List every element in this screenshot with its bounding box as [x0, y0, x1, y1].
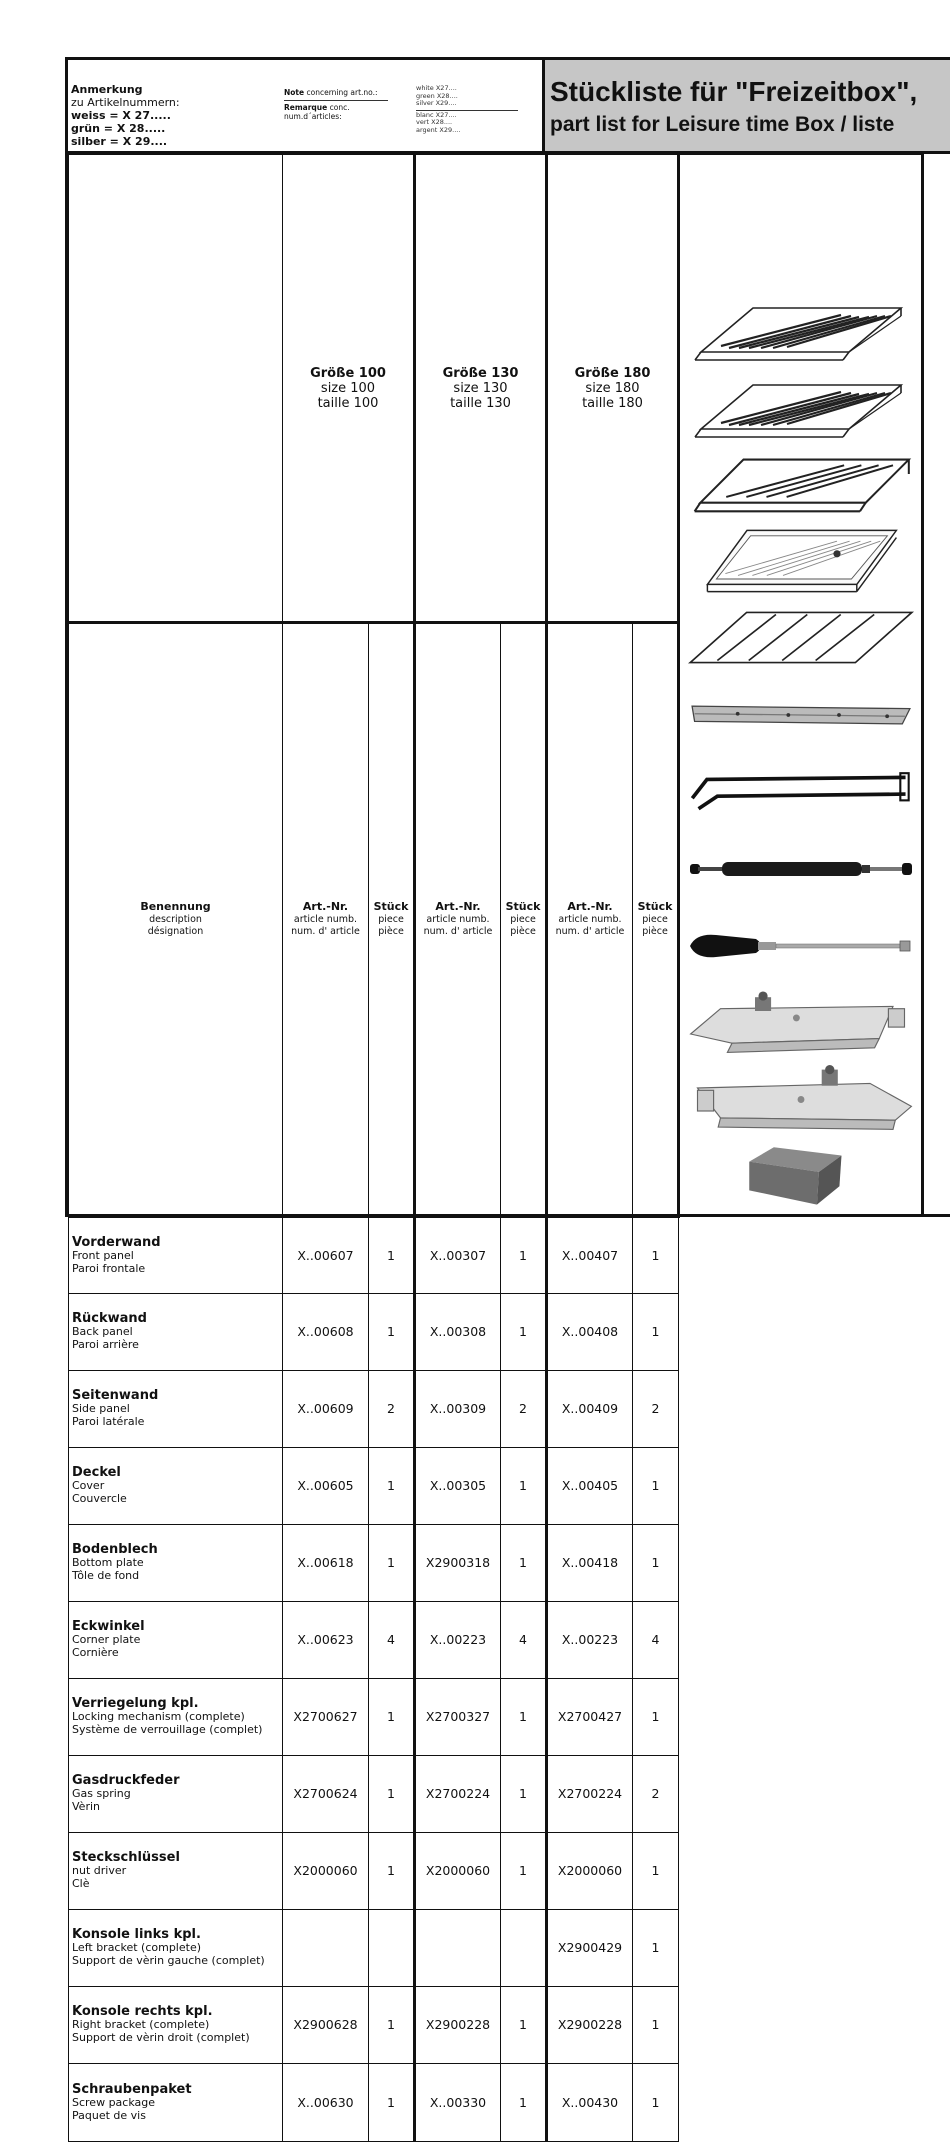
article-100: X..00618 — [283, 1524, 369, 1601]
size-130-en: size 130 — [453, 381, 507, 396]
part-name-fr: Cornière — [72, 1646, 282, 1659]
qty-100: 1 — [369, 1678, 415, 1755]
size-100-en: size 100 — [321, 381, 375, 396]
note-line-white: weiss = X 27..... — [71, 109, 171, 122]
part-name-cell — [69, 1601, 283, 1678]
qty-180: 1 — [633, 1678, 679, 1755]
part-name-en: Screw package — [72, 2096, 282, 2109]
blank-header-cell — [69, 155, 283, 623]
note-title: Anmerkung — [71, 83, 143, 96]
qty-100: 2 — [369, 1370, 415, 1447]
article-130: X..00308 — [415, 1293, 501, 1370]
part-name-de: Deckel — [72, 1466, 282, 1479]
qty-130: 1 — [501, 1447, 547, 1524]
part-name-fr: Clè — [72, 1877, 282, 1890]
part-name-en: Cover — [72, 1479, 282, 1492]
table-row — [69, 1447, 950, 1524]
note-fr-bold: Remarque — [284, 103, 327, 112]
qty-180: 1 — [633, 2063, 679, 2141]
gas-spring-icon — [686, 854, 916, 884]
part-name-cell — [69, 1293, 283, 1370]
qty-130: 1 — [501, 1524, 547, 1601]
qty-130-header: Stück piece pièce — [501, 623, 547, 1216]
part-name-en: Locking mechanism (complete) — [72, 1710, 282, 1723]
notes-panel — [68, 60, 545, 151]
qty-100: 1 — [369, 1293, 415, 1370]
table-row — [69, 1370, 950, 1447]
part-name-de: Bodenblech — [72, 1543, 282, 1556]
part-name-fr: Couvercle — [72, 1492, 282, 1505]
name-col-de: Benennung — [140, 900, 210, 913]
article-130: X2900228 — [415, 1986, 501, 2063]
article-180: X2900228 — [547, 1986, 633, 2063]
qty-130: 1 — [501, 1216, 547, 1293]
qty-180: 1 — [633, 1216, 679, 1293]
part-name-cell — [69, 1447, 283, 1524]
article-180: X2700224 — [547, 1755, 633, 1832]
color-codes — [416, 85, 518, 135]
article-130: X2700224 — [415, 1755, 501, 1832]
part-name-cell — [69, 2063, 283, 2141]
part-name-cell — [69, 1755, 283, 1832]
size-100-header — [283, 155, 415, 623]
right-bracket-icon — [686, 1065, 916, 1134]
part-name-fr: Paroi arrière — [72, 1338, 282, 1351]
size-180-en: size 180 — [585, 381, 639, 396]
parts-sheet — [65, 57, 950, 1217]
part-name-en: Right bracket (complete) — [72, 2018, 282, 2031]
art-130-header: Art.-Nr. article numb. num. d' article — [415, 623, 501, 1216]
qty-100: 1 — [369, 1832, 415, 1909]
qty-100: 1 — [369, 1447, 415, 1524]
part-name-cell — [69, 1370, 283, 1447]
qty-180: 1 — [633, 1524, 679, 1601]
qty-130 — [501, 1909, 547, 1986]
color-fr-green: vert X28.... — [416, 119, 518, 127]
article-130: X..00223 — [415, 1601, 501, 1678]
part-name-fr: Paquet de vis — [72, 2109, 282, 2122]
article-100: X2700627 — [283, 1678, 369, 1755]
table-row — [69, 1216, 950, 1293]
article-100: X2700624 — [283, 1755, 369, 1832]
qty-180: 1 — [633, 1832, 679, 1909]
panel-icon — [691, 294, 911, 366]
article-130 — [415, 1909, 501, 1986]
image-column — [679, 155, 923, 1217]
part-name-cell — [69, 1524, 283, 1601]
qty-100: 1 — [369, 1755, 415, 1832]
part-name-fr: Paroi latérale — [72, 1415, 282, 1428]
table-row — [69, 1909, 950, 1986]
corner-plate-icon — [686, 696, 916, 734]
panel-icon — [691, 371, 911, 443]
article-100: X..00608 — [283, 1293, 369, 1370]
table-row — [69, 1524, 950, 1601]
size-130-fr: taille 130 — [450, 396, 511, 411]
color-en-green: green X28.... — [416, 93, 518, 101]
part-name-en: Side panel — [72, 1402, 282, 1415]
article-180: X..00418 — [547, 1524, 633, 1601]
qty-130: 1 — [501, 1755, 547, 1832]
part-name-en: Back panel — [72, 1325, 282, 1338]
size-180-fr: taille 180 — [582, 396, 643, 411]
right-margin-column — [923, 155, 950, 1217]
article-color-note — [71, 83, 180, 148]
side-panel-icon — [686, 448, 916, 520]
qty-100: 1 — [369, 1986, 415, 2063]
name-col-fr: désignation — [148, 926, 204, 937]
part-name-en: Corner plate — [72, 1633, 282, 1646]
part-name-de: Schraubenpaket — [72, 2083, 282, 2096]
article-130: X..00330 — [415, 2063, 501, 2141]
article-130: X..00309 — [415, 1370, 501, 1447]
title-de: Stückliste für "Freizeitbox", — [550, 76, 917, 108]
qty-180: 1 — [633, 1293, 679, 1370]
qty-130: 1 — [501, 2063, 547, 2141]
note-subtitle: zu Artikelnummern: — [71, 96, 180, 109]
part-name-cell — [69, 1678, 283, 1755]
part-name-de: Steckschlüssel — [72, 1851, 282, 1864]
bottom-plate-icon — [686, 606, 916, 669]
qty-100: 1 — [369, 2063, 415, 2141]
article-130: X2900318 — [415, 1524, 501, 1601]
table-row — [69, 2063, 950, 2141]
name-col-en: description — [149, 914, 202, 925]
size-180-header — [547, 155, 679, 623]
locking-rod-icon — [686, 771, 916, 813]
part-name-en: Bottom plate — [72, 1556, 282, 1569]
size-180-de: Größe 180 — [575, 366, 651, 381]
part-name-fr: Vèrin — [72, 1800, 282, 1813]
article-180: X..00430 — [547, 2063, 633, 2141]
part-name-en: Gas spring — [72, 1787, 282, 1800]
color-en-white: white X27.... — [416, 85, 518, 93]
article-180: X2700427 — [547, 1678, 633, 1755]
article-100 — [283, 1909, 369, 1986]
part-name-fr: Système de verrouillage (complet) — [72, 1723, 282, 1736]
qty-130: 2 — [501, 1370, 547, 1447]
qty-180: 1 — [633, 1447, 679, 1524]
left-bracket-icon — [686, 988, 916, 1057]
part-name-fr: Support de vèrin gauche (complet) — [72, 1954, 282, 1967]
part-name-de: Vorderwand — [72, 1236, 282, 1249]
qty-180: 1 — [633, 1986, 679, 2063]
qty-130: 1 — [501, 1832, 547, 1909]
article-180: X2000060 — [547, 1832, 633, 1909]
article-180: X..00408 — [547, 1293, 633, 1370]
table-row — [69, 1755, 950, 1832]
part-name-cell — [69, 1832, 283, 1909]
color-fr-white: blanc X27.... — [416, 112, 518, 120]
article-100: X..00605 — [283, 1447, 369, 1524]
note-line-green: grün = X 28..... — [71, 122, 165, 135]
table-row — [69, 1832, 950, 1909]
qty-100: 4 — [369, 1601, 415, 1678]
article-100: X..00630 — [283, 2063, 369, 2141]
qty-100 — [369, 1909, 415, 1986]
part-name-en: nut driver — [72, 1864, 282, 1877]
part-name-en: Front panel — [72, 1249, 282, 1262]
note-line-silver: silber = X 29.... — [71, 135, 167, 148]
qty-180: 1 — [633, 1909, 679, 1986]
part-name-fr: Tôle de fond — [72, 1569, 282, 1582]
article-180: X2900429 — [547, 1909, 633, 1986]
table-row — [69, 1986, 950, 2063]
qty-130: 1 — [501, 1678, 547, 1755]
cover-icon — [702, 525, 900, 597]
screw-package-icon — [739, 1141, 862, 1213]
table-row — [69, 1293, 950, 1370]
part-name-cell — [69, 1216, 283, 1293]
nut-driver-icon — [686, 929, 916, 963]
article-130: X2700327 — [415, 1678, 501, 1755]
size-100-de: Größe 100 — [310, 366, 386, 381]
color-fr-silver: argent X29.... — [416, 127, 518, 135]
part-name-de: Rückwand — [72, 1312, 282, 1325]
qty-130: 4 — [501, 1601, 547, 1678]
qty-180: 2 — [633, 1370, 679, 1447]
part-name-de: Seitenwand — [72, 1389, 282, 1402]
part-name-cell — [69, 1909, 283, 1986]
art-180-header: Art.-Nr. article numb. num. d' article — [547, 623, 633, 1216]
article-180: X..00407 — [547, 1216, 633, 1293]
article-100: X..00607 — [283, 1216, 369, 1293]
table-row — [69, 1601, 950, 1678]
article-130: X..00307 — [415, 1216, 501, 1293]
color-en-silver: silver X29.... — [416, 100, 518, 108]
article-180: X..00409 — [547, 1370, 633, 1447]
qty-100: 1 — [369, 1524, 415, 1601]
note-en-fr — [284, 88, 388, 121]
sheet-header — [68, 60, 950, 154]
qty-130: 1 — [501, 1986, 547, 2063]
article-100: X..00623 — [283, 1601, 369, 1678]
title-panel — [545, 60, 950, 151]
note-en-bold: Note — [284, 88, 304, 97]
part-name-cell — [69, 1986, 283, 2063]
qty-180-header: Stück piece pièce — [633, 623, 679, 1216]
article-180: X..00223 — [547, 1601, 633, 1678]
article-130: X..00305 — [415, 1447, 501, 1524]
part-name-fr: Paroi frontale — [72, 1262, 282, 1275]
size-130-de: Größe 130 — [443, 366, 519, 381]
part-name-de: Verriegelung kpl. — [72, 1697, 282, 1710]
qty-180: 4 — [633, 1601, 679, 1678]
title-en: part list for Leisure time Box / liste — [550, 113, 894, 137]
part-name-en: Left bracket (complete) — [72, 1941, 282, 1954]
note-en-rest: concerning art.no.: — [304, 88, 377, 97]
article-180: X..00405 — [547, 1447, 633, 1524]
qty-180: 2 — [633, 1755, 679, 1832]
part-name-fr: Support de vèrin droit (complet) — [72, 2031, 282, 2044]
art-100-header: Art.-Nr. article numb. num. d' article — [283, 623, 369, 1216]
article-130: X2000060 — [415, 1832, 501, 1909]
article-100: X2900628 — [283, 1986, 369, 2063]
part-name-de: Konsole rechts kpl. — [72, 2005, 282, 2018]
size-100-fr: taille 100 — [318, 396, 379, 411]
part-name-de: Gasdruckfeder — [72, 1774, 282, 1787]
part-name-de: Konsole links kpl. — [72, 1928, 282, 1941]
note-fr-line2: num.d´articles: — [284, 112, 388, 121]
note-fr-rest: conc. — [327, 103, 349, 112]
article-100: X..00609 — [283, 1370, 369, 1447]
qty-130: 1 — [501, 1293, 547, 1370]
qty-100-header: Stück piece pièce — [369, 623, 415, 1216]
part-name-de: Eckwinkel — [72, 1620, 282, 1633]
table-row — [69, 1678, 950, 1755]
name-col-header — [69, 623, 283, 1216]
article-100: X2000060 — [283, 1832, 369, 1909]
qty-100: 1 — [369, 1216, 415, 1293]
size-130-header — [415, 155, 547, 623]
parts-table — [68, 154, 950, 2142]
